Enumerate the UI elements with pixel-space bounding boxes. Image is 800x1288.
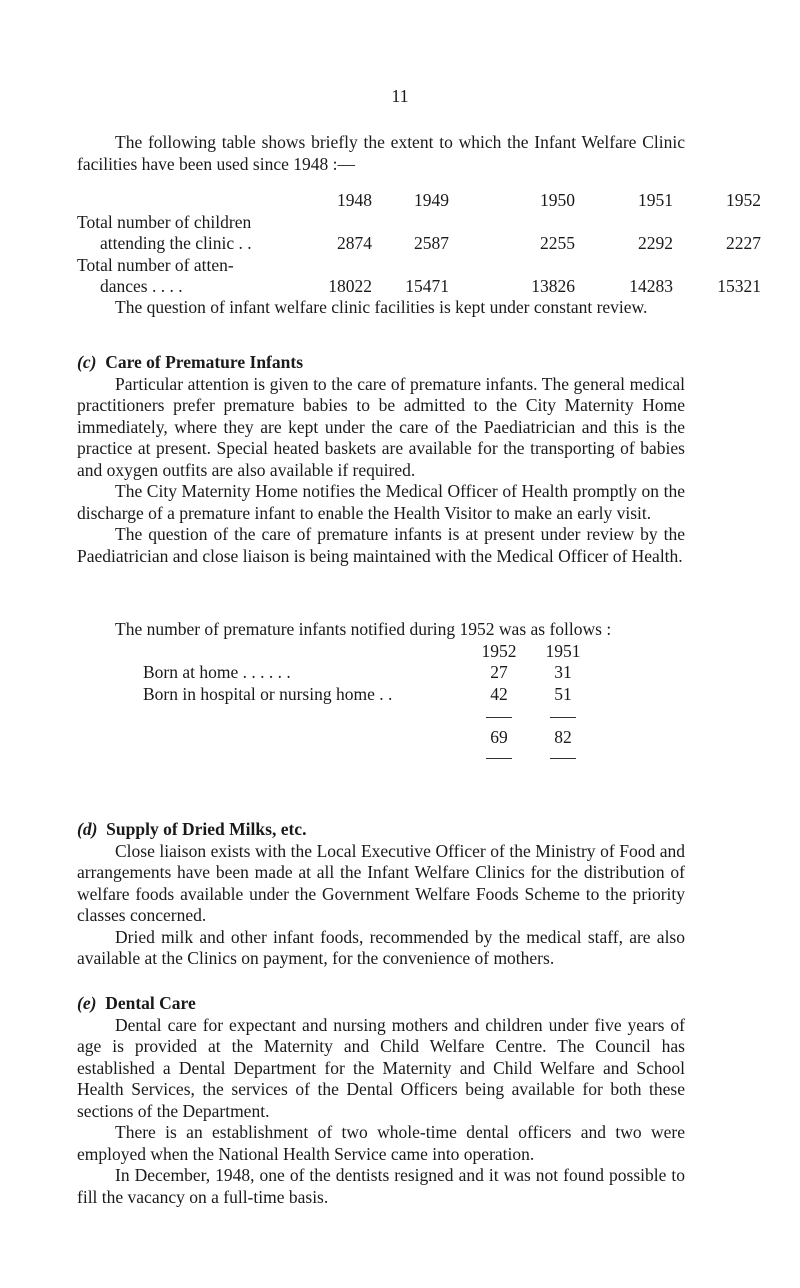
section-dried-milks xyxy=(77,819,685,970)
paragraph: Particular attention is given to the care of premature infants. The general medical practitioners prefer premature babies to be admitted to the City Maternity Home immediately, where they are kept under the care of the Paediatrician and this is the practice at present. Special heated baskets are available for the transporting of babies and oxygen outfits are also available if required. xyxy=(77,373,685,480)
paragraph: The City Maternity Home notifies the Medical Officer of Health promptly on the discharge of a premature infant to enable the Health Visitor to make an early visit. xyxy=(77,481,685,523)
premature-table xyxy=(77,619,685,770)
row-label: Total number of atten- xyxy=(77,254,234,275)
table-cell: 2587 xyxy=(414,233,449,253)
table-cell: 2227 xyxy=(726,233,761,253)
table-total: 69 xyxy=(490,726,508,747)
table-cell: 42 xyxy=(490,683,508,704)
table-cell: 15471 xyxy=(405,276,449,296)
year-header: 1951 xyxy=(638,190,673,210)
attendance-label-row xyxy=(77,212,685,234)
section-heading xyxy=(77,352,685,374)
premature-intro: The number of premature infants notified during 1952 was as follows : xyxy=(115,619,612,639)
table-cell: 13826 xyxy=(531,276,575,296)
section-letter: (c) xyxy=(77,352,97,372)
section-heading xyxy=(77,819,685,841)
paragraph: The question of the care of premature infants is at present under review by the Paediatrician and close liaison is being maintained with the Medical Officer of Health. xyxy=(77,524,685,566)
year-header: 1949 xyxy=(414,190,449,210)
total-rule-top xyxy=(486,717,512,718)
table-total: 82 xyxy=(554,726,572,747)
year-header: 1950 xyxy=(540,190,575,210)
row-label: Born in hospital or nursing home . . xyxy=(143,683,393,704)
rule-row xyxy=(77,705,685,727)
section-letter: (d) xyxy=(77,819,98,839)
total-rule-bottom xyxy=(486,758,512,759)
attendance-data-row xyxy=(77,276,761,298)
section-title: Supply of Dried Milks, etc. xyxy=(106,819,307,839)
total-rule-bottom xyxy=(550,758,576,759)
year-header: 1951 xyxy=(545,640,581,661)
attendance-table xyxy=(77,190,761,298)
table-cell: 2874 xyxy=(337,233,372,253)
paragraph: Dental care for expectant and nursing mothers and children under five years of age is provided at the Maternity and Child Welfare Centre. The Council has established a Dental Department for the Maternity and Child Welfare and School Health Services, the services of the Dental Officers being available for both these sections of the Department. xyxy=(77,1014,685,1121)
attendance-data-row xyxy=(77,233,761,255)
table-cell: 27 xyxy=(490,662,508,682)
section-premature-infants xyxy=(77,352,685,567)
section-heading xyxy=(77,993,685,1015)
table-row xyxy=(77,684,685,706)
section-dental-care xyxy=(77,993,685,1208)
row-label: Total number of children xyxy=(77,211,252,232)
paragraph: In December, 1948, one of the dentists resigned and it was not found possible to fill the vacancy on a full-time basis. xyxy=(77,1165,685,1207)
paragraph: Dried milk and other infant foods, recommended by the medical staff, are also available at the Clinics on payment, for the convenience of mothers. xyxy=(77,926,685,968)
year-header: 1948 xyxy=(337,190,372,210)
table-cell: 51 xyxy=(554,683,572,704)
paragraph: There is an establishment of two whole-time dental officers and two were employed when the National Health Service came into operation. xyxy=(77,1122,685,1164)
year-header: 1952 xyxy=(726,190,761,210)
intro-text: The following table shows briefly the extent to which the Infant Welfare Clinic facilities have been used since 1948 :— xyxy=(77,132,685,174)
total-rule-top xyxy=(550,717,576,718)
table-cell: 2255 xyxy=(540,233,575,253)
rule-row xyxy=(77,748,685,770)
table-cell: 14283 xyxy=(629,276,673,296)
table-row xyxy=(77,662,685,684)
page-number: 11 xyxy=(391,86,409,106)
total-row xyxy=(77,727,685,749)
attendance-label-row xyxy=(77,255,685,277)
table-cell: 15321 xyxy=(717,276,761,296)
intro-paragraph xyxy=(77,132,685,175)
row-label: Born at home . . . . . . xyxy=(143,662,291,682)
review-paragraph xyxy=(77,297,685,319)
section-letter: (e) xyxy=(77,993,97,1013)
table-cell: 31 xyxy=(554,662,572,682)
table-cell: 18022 xyxy=(328,276,372,296)
row-label: dances . . . . xyxy=(100,276,183,296)
year-header: 1952 xyxy=(481,640,517,661)
attendance-header-row xyxy=(77,190,761,212)
section-title: Dental Care xyxy=(105,993,196,1013)
section-title: Care of Premature Infants xyxy=(105,352,304,372)
premature-header-row xyxy=(77,641,685,663)
review-text: The question of infant welfare clinic facilities is kept under constant review. xyxy=(115,297,648,317)
paragraph: Close liaison exists with the Local Executive Officer of the Ministry of Food and arrangements have been made at all the Infant Welfare Clinics for the distribution of welfare foods available under the Government Welfare Foods Scheme to the priority classes concerned. xyxy=(77,840,685,925)
row-label: attending the clinic . . xyxy=(100,233,252,253)
table-cell: 2292 xyxy=(638,233,673,253)
